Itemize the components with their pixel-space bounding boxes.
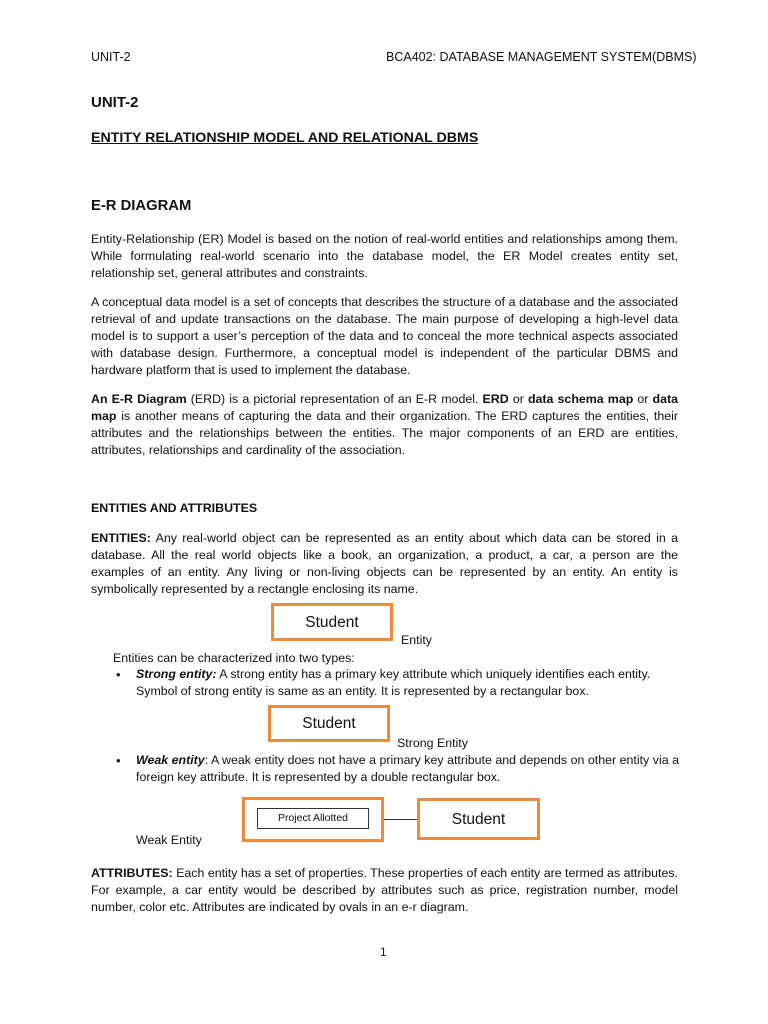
entity-box: Student bbox=[271, 603, 393, 641]
er-diagram-heading: E-R DIAGRAM bbox=[91, 198, 192, 214]
entities-paragraph bbox=[91, 530, 678, 598]
header-right: BCA402: DATABASE MANAGEMENT SYSTEM(DBMS) bbox=[386, 50, 697, 64]
bullet-strong: • bbox=[116, 667, 121, 682]
strong-entity-paragraph bbox=[136, 666, 679, 700]
attributes-text: Each entity has a set of properties. These properties of each entity are termed as attributes. For example, a car entity would be described by attributes such as price, registration number, model number, color etc. Attributes are indicated by ovals in an e-r diagram. bbox=[91, 866, 678, 914]
attributes-paragraph bbox=[91, 865, 678, 916]
para3-bold-1: An E-R Diagram bbox=[91, 392, 187, 406]
entity-caption: Entity bbox=[401, 633, 432, 647]
header-left: UNIT-2 bbox=[91, 50, 131, 64]
strong-entity-label: Strong entity: bbox=[136, 667, 217, 681]
weak-entity-text: : A weak entity does not have a primary key attribute and depends on other entity via a foreign key attribute. It is represented by a double rectangular box. bbox=[136, 753, 679, 784]
para3-bold-3: data schema map bbox=[527, 392, 634, 406]
paragraph-1: Entity-Relationship (ER) Model is based on the notion of real-world entities and relationships among them. While formulating real-world scenario into the database model, the ER Model creates entity set, relationship set, general attributes and constraints. bbox=[91, 232, 678, 280]
entities-label: ENTITIES: bbox=[91, 531, 151, 545]
weak-entity-caption: Weak Entity bbox=[136, 833, 202, 847]
para3-text-2: or bbox=[508, 392, 528, 406]
relationship-line bbox=[384, 819, 418, 820]
weak-entity-label: Weak entity bbox=[136, 753, 205, 767]
weak-entity-paragraph bbox=[136, 752, 679, 786]
strong-entity-text: A strong entity has a primary key attribute which uniquely identifies each entity. Symbol of strong entity is same as an entity. It is represented by a rectangular box. bbox=[136, 667, 651, 698]
bullet-weak: • bbox=[116, 753, 121, 768]
para3-bold-4: data map bbox=[91, 392, 678, 423]
unit-heading: UNIT-2 bbox=[91, 94, 139, 111]
types-intro: Entities can be characterized into two types: bbox=[113, 651, 355, 665]
paragraph-3 bbox=[91, 391, 678, 459]
para3-bold-2: ERD bbox=[482, 392, 509, 406]
page-number: 1 bbox=[380, 945, 387, 959]
student-entity-box: Student bbox=[417, 798, 540, 840]
entities-text: Any real-world object can be represented as an entity about which data can be stored in a database. All the real world objects like a book, an organization, a product, a car, a person are the examples of an entity. Any living or non-living objects can be represented by an entity. An entity is symbolically represented by a rectangle enclosing its name. bbox=[91, 531, 678, 596]
strong-entity-caption: Strong Entity bbox=[397, 736, 468, 750]
weak-entity-inner-box: Project Allotted bbox=[257, 808, 369, 829]
page-title: ENTITY RELATIONSHIP MODEL AND RELATIONAL DBMS bbox=[91, 130, 479, 146]
attributes-label: ATTRIBUTES: bbox=[91, 866, 173, 880]
entities-heading: ENTITIES AND ATTRIBUTES bbox=[91, 501, 258, 515]
para3-text-3: or bbox=[633, 392, 653, 406]
paragraph-2: A conceptual data model is a set of concepts that describes the structure of a database and the associated retrieval of and update transactions on the database. The main purpose of developing a high-level data model is to support a user’s perception of the data and to conceal the more technical aspects associated with database design. Furthermore, a conceptual model is independent of the particular DBMS and hardware platform that is used to implement the database. bbox=[91, 295, 678, 377]
para3-text-4: is another means of capturing the data and their organization. The ERD captures the entities, their attributes and the relationships between the entities. The major components of an ERD are entities, attributes, relationships and cardinality of the association. bbox=[91, 409, 678, 457]
strong-entity-box: Student bbox=[268, 705, 390, 742]
para3-text-1: (ERD) is a pictorial representation of an E-R model. bbox=[186, 392, 483, 406]
